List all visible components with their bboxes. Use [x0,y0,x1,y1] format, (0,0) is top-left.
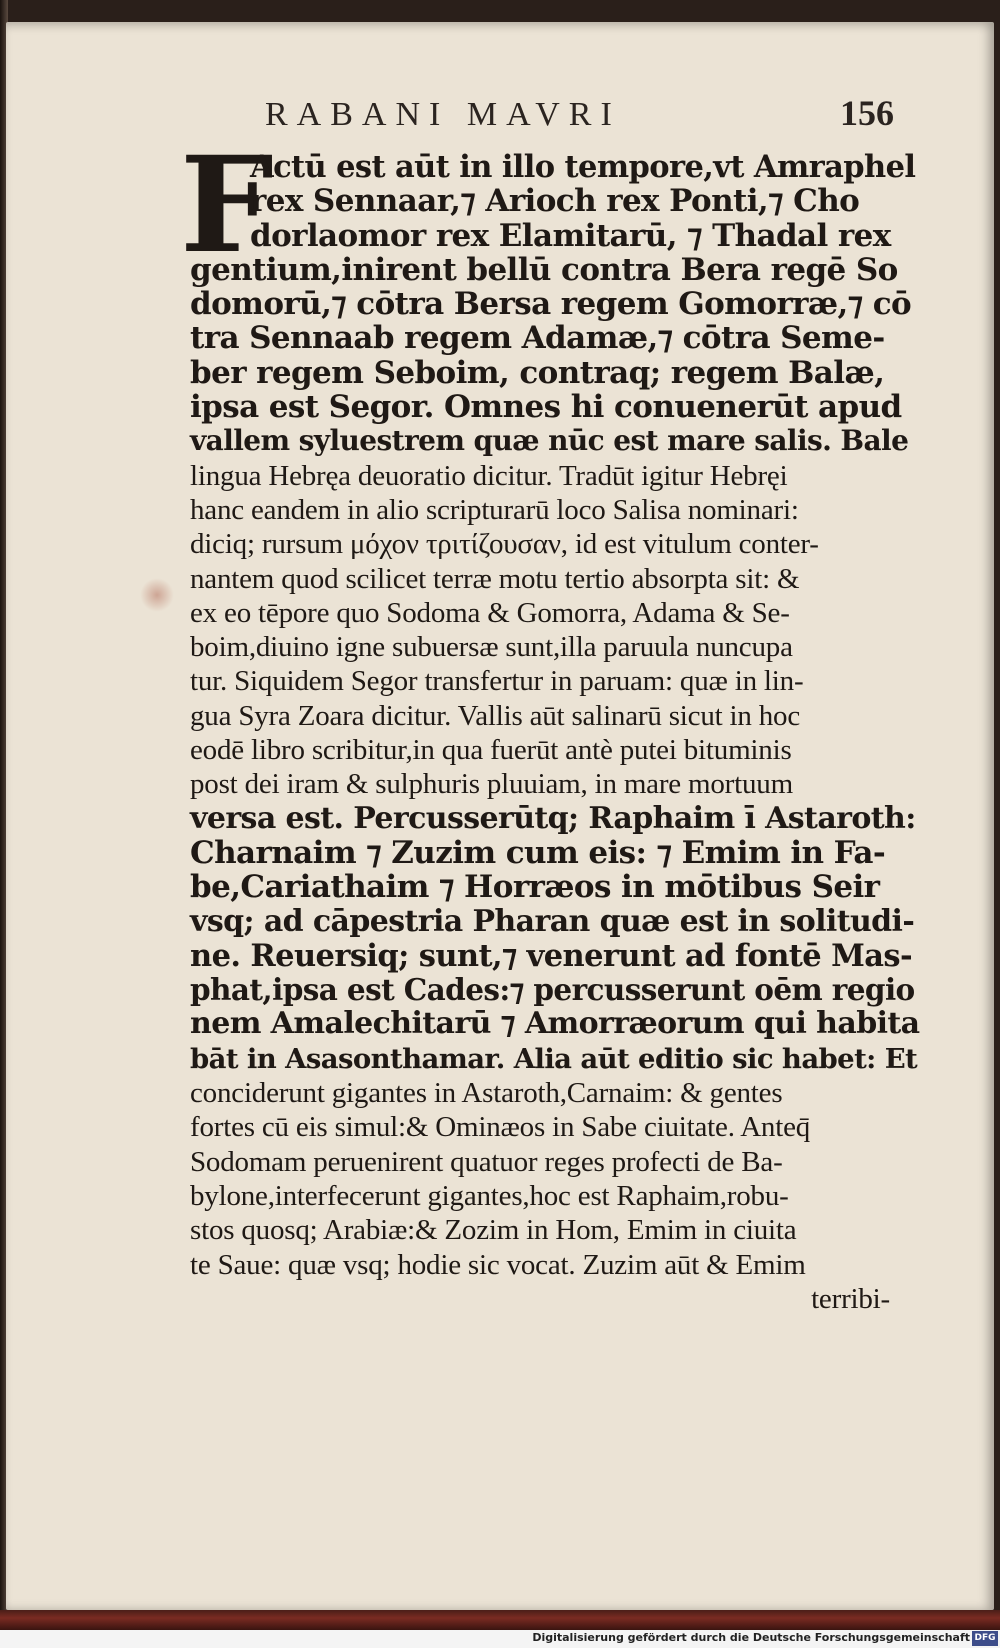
text-line: bāt in Asasonthamar. Alia aūt editio sic habet: Et [190,1042,918,1075]
text-line: eodē libro scribitur,in qua fuerūt antè putei bituminis [190,734,792,767]
funding-note: Digitalisierung gefördert durch die Deutsche Forschungsgemeinschaft [532,1631,970,1644]
text-line: rex Sennaar,⁊ Arioch rex Ponti,⁊ Cho [250,183,860,220]
text-line: ne. Reuersiq; sunt,⁊ venerunt ad fontē Mas- [190,937,913,974]
text-line: boim,diuino igne subuersæ sunt,illa paruula nuncupa [190,631,793,664]
text-line: hanc eandem in alio scripturarū loco Salisa nominari: [190,493,799,526]
drop-cap: F [180,128,274,283]
text-line: ber regem Seboim, contraq; regem Balæ, [190,354,885,391]
running-head: RABANI MAVRI [265,96,621,133]
text-line: stos quosq; Arabiæ:& Zozim in Hom, Emim in ciuita [190,1214,797,1247]
text-line: fortes cū eis simul:& Ominæos in Sabe ciuitate. Anteq̄ [190,1111,811,1144]
text-line: dorlaomor rex Elamitarū, ⁊ Thadal rex [250,217,891,254]
text-line: diciq; rursum μόχον τριτίζουσαν, id est vitulum conter- [190,528,819,561]
page-number: 156 [840,93,894,133]
text-line: Charnaim ⁊ Zuzim cum eis: ⁊ Emim in Fa- [190,834,886,871]
catchword: terribi- [811,1282,890,1315]
dfg-logo: DFG [972,1631,998,1646]
page-stain [140,578,174,612]
text-line: tra Sennaab regem Adamæ,⁊ cōtra Seme- [190,320,885,357]
text-line: Sodomam peruenirent quatuor reges profecti de Ba- [190,1145,783,1178]
text-line: nem Amalechitarū ⁊ Amorræorum qui habita [190,1006,920,1042]
text-line: Actū est aūt in illo tempore,vt Amraphel [250,149,916,185]
body-text [190,150,920,1316]
text-line: vsq; ad cāpestria Pharan quæ est in solitudi- [190,903,915,939]
text-line: nantem quod scilicet terræ motu tertio absorpta sit: & [190,562,800,595]
text-line: ex eo tēpore quo Sodoma & Gomorra, Adama & Se- [190,596,790,629]
text-line: bylone,interfecerunt gigantes,hoc est Raphaim,robu- [190,1179,789,1212]
text-line: gentium,inirent bellū contra Bera regē So [190,251,898,288]
text-line: gua Syra Zoara dicitur. Vallis aūt salinarū sicut in hoc [190,699,801,732]
book-edge-band [0,1610,1000,1630]
text-line: be,Cariathaim ⁊ Horræos in mōtibus Seir [190,869,880,906]
text-line: tur. Siquidem Segor transfertur in paruam: quæ in lin- [190,665,804,698]
text-line: post dei iram & sulphuris pluuiam, in mare mortuum [190,768,793,801]
text-line: te Saue: quæ vsq; hodie sic vocat. Zuzim aūt & Emim [190,1248,806,1281]
text-line: ipsa est Segor. Omnes hi conuenerūt apud [190,389,902,426]
text-line: versa est. Percusserūtq; Raphaim ī Astaroth: [190,800,916,836]
text-line: phat,ipsa est Cades:⁊ percusserunt oēm regio [190,972,915,1008]
text-line: vallem syluestrem quæ nūc est mare salis. Bale [190,424,909,458]
text-line: conciderunt gigantes in Astaroth,Carnaim: & gentes [190,1077,783,1110]
text-line: domorū,⁊ cōtra Bersa regem Gomorræ,⁊ cō [190,286,912,323]
text-line: lingua Hebręa deuoratio dicitur. Tradūt igitur Hebręi [190,459,788,492]
